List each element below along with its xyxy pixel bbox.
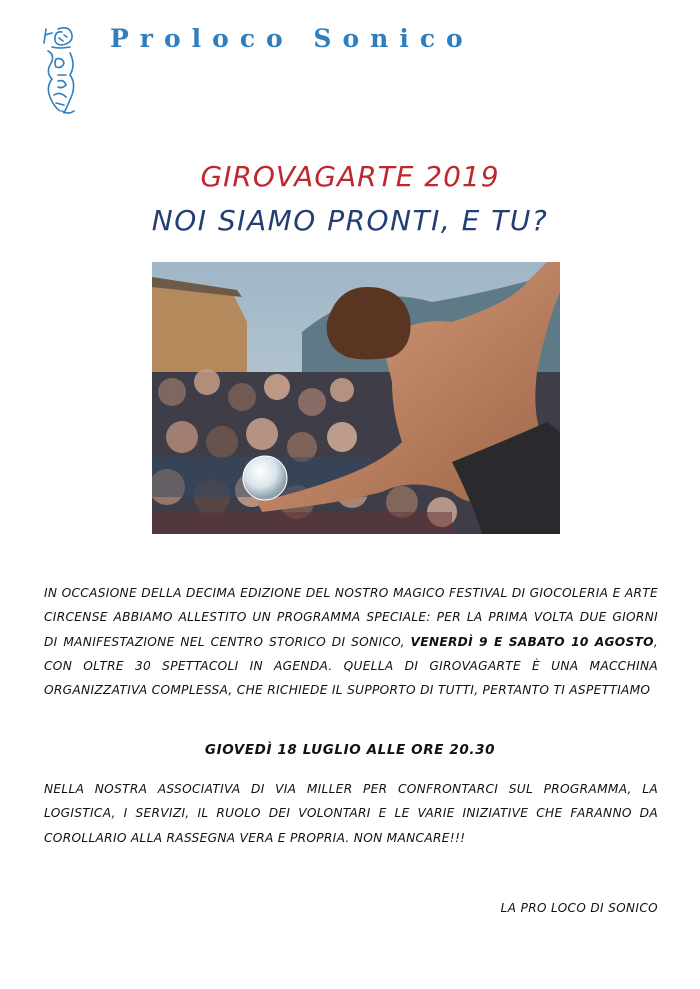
meeting-paragraph: NELLA NOSTRA ASSOCIATIVA DI VIA MILLER PER CONFRONTARCI SUL PROGRAMMA, LA LOGISTICA, I SERVIZI, IL RUOLO DEI VOLONTARI E LE VARIE INIZIATIVE CHE FARANNO DA COROLLARIO ALLA RASSEGNA VERA E PROPRIA. NON MANCARE!!! — [44, 782, 658, 845]
festival-dates: VENERDÌ 9 E SABATO 10 AGOSTO — [410, 634, 654, 649]
event-subtitle: NOI SIAMO PRONTI, E TU? — [151, 204, 549, 237]
intro-text-end: , CON OLTRE 30 SPETTACOLI IN AGENDA. QUELLA DI GIROVAGARTE È UNA MACCHINA ORGANIZZATIVA COMPLESSA, CHE RICHIEDE IL SUPPORTO DI TUTTI, PERTANTO TI ASPETTIAMO — [44, 634, 658, 698]
event-title: GIROVAGARTE 2019 — [200, 160, 500, 193]
intro-paragraph — [44, 581, 658, 702]
meeting-date: GIOVEDÌ 18 LUGLIO ALLE ORE 20.30 — [204, 742, 496, 758]
org-name: Proloco Sonico — [110, 24, 474, 53]
intro-text-start: IN OCCASIONE DELLA DECIMA EDIZIONE DEL NOSTRO MAGICO FESTIVAL DI GIOCOLERIA E ARTE CIRCENSE ABBIAMO ALLESTITO UN PROGRAMMA SPECIALE: PER LA PRIMA VOLTA DUE GIORNI DI MANIFESTAZIONE NEL CENTRO STORICO DI SONICO, — [44, 586, 658, 649]
juggler-photo — [152, 262, 560, 534]
rock-carving-logo-icon — [40, 25, 80, 117]
signature: LA PRO LOCO DI SONICO — [500, 901, 658, 915]
